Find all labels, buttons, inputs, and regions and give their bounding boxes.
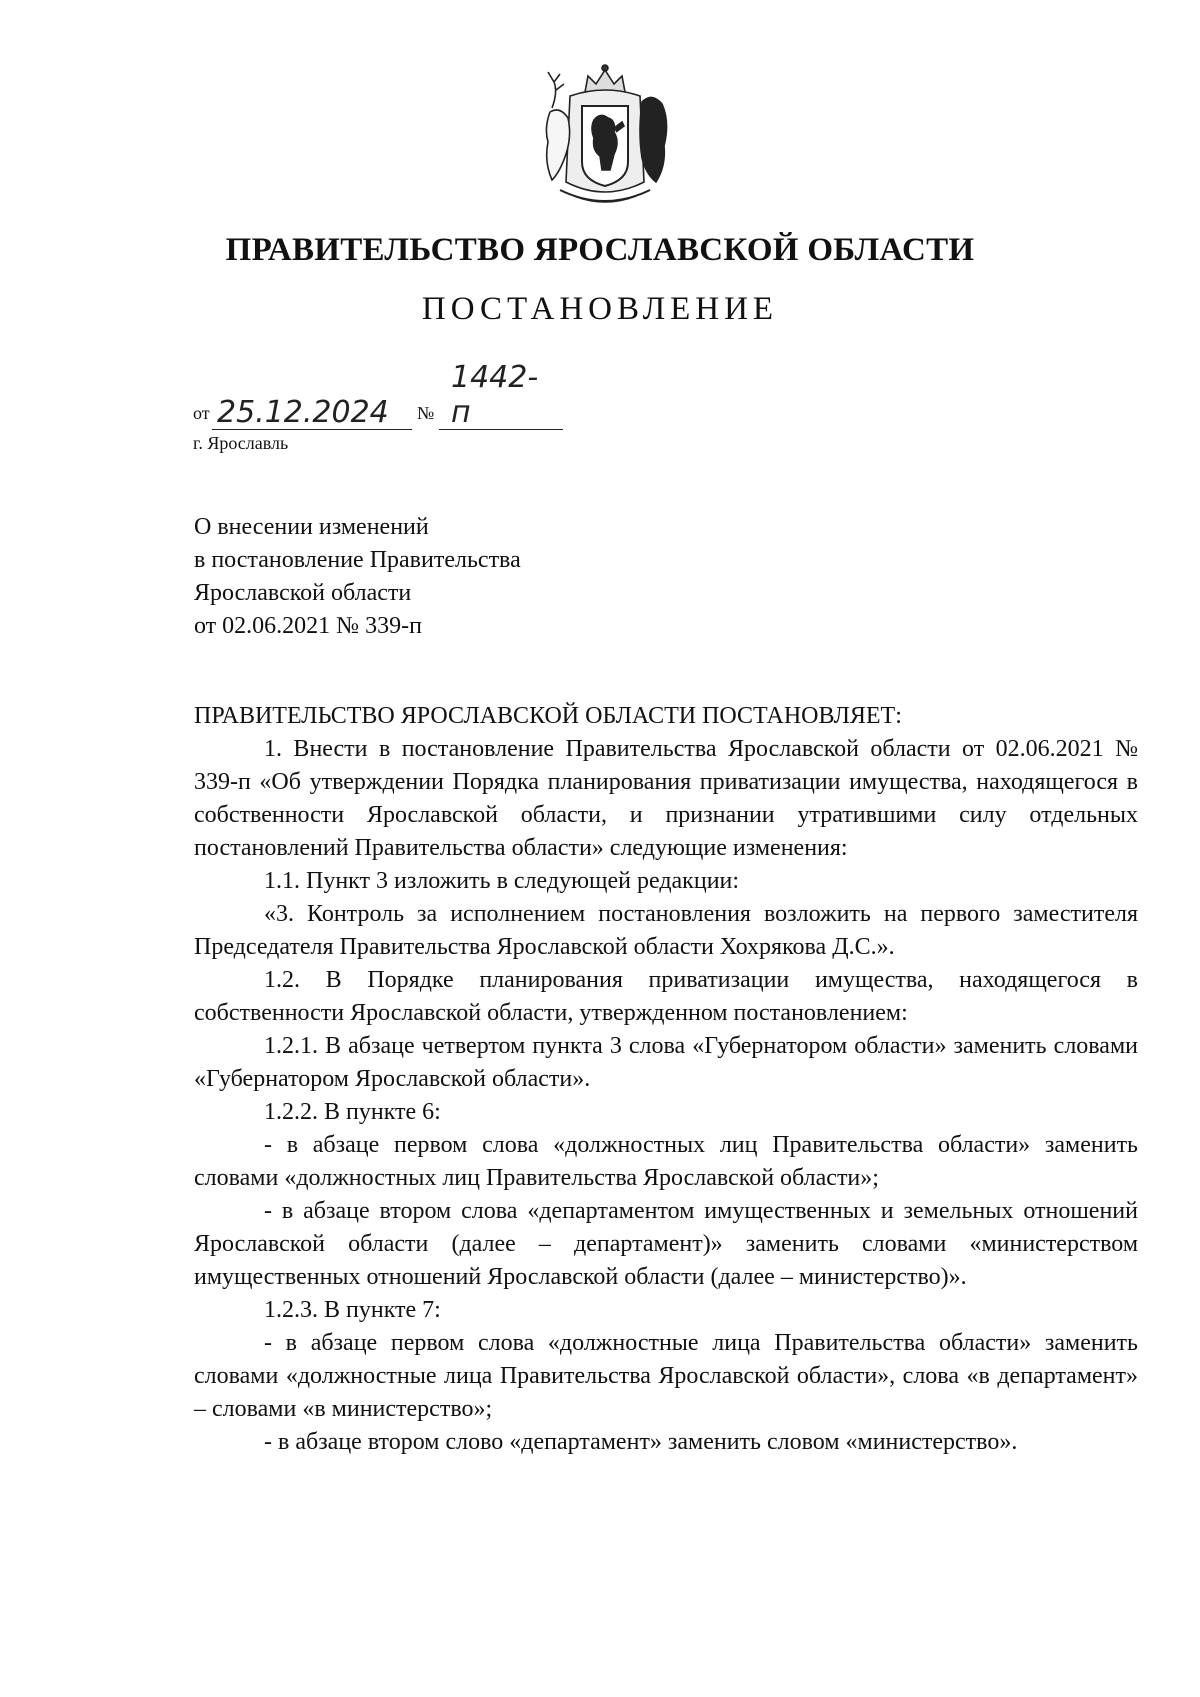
paragraph-1-2-1: 1.2.1. В абзаце четвертом пункта 3 слова «Губернатором области» заменить словами «Губернатором Ярославской области». [194,1033,1138,1092]
paragraph-1-1: 1.1. Пункт 3 изложить в следующей редакции: [264,868,740,894]
paragraph-1-2-2: 1.2.2. В пункте 6: [264,1099,441,1125]
paragraph-quote-3: «3. Контроль за исполнением постановления возложить на первого заместителя Председателя Правительства Ярославской области Хохрякова Д.С.». [194,901,1138,960]
paragraph-1-2-3: 1.2.3. В пункте 7: [264,1297,441,1323]
date-label: от [193,403,210,423]
paragraph-1-2-2-a: - в абзаце первом слова «должностных лиц Правительства области» заменить словами «должностных лиц Правительства Ярославской области»; [194,1132,1138,1191]
subject-line: Ярославской области [194,580,412,606]
paragraph-1-2-3-b: - в абзаце втором слово «департамент» заменить словом «министерство». [264,1429,1018,1455]
paragraph-1-2-2-b: - в абзаце втором слова «департаментом имущественных и земельных отношений Ярославской области (далее – департамент)» заменить словами «министерством имущественных отношений Ярославской области (далее – министерство)». [194,1198,1138,1290]
government-title: ПРАВИТЕЛЬСТВО ЯРОСЛАВСКОЙ ОБЛАСТИ [225,232,975,268]
coat-of-arms-emblem [530,62,680,217]
number-value-handwritten: 1442-п [451,360,539,430]
subject-line: О внесении изменений [194,514,429,540]
city: г. Ярославль [193,433,289,453]
paragraph-1-2-3-a: - в абзаце первом слова «должностные лица Правительства области» заменить словами «должностные лица Правительства Ярославской области», слова «в департамент» – словами «в министерство»; [194,1330,1138,1422]
number-label: № [417,403,435,423]
preamble: ПРАВИТЕЛЬСТВО ЯРОСЛАВСКОЙ ОБЛАСТИ ПОСТАНОВЛЯЕТ: [194,703,902,729]
subject-line: в постановление Правительства [194,547,521,573]
document-type-title: ПОСТАНОВЛЕНИЕ [421,291,779,327]
document-body [194,700,1138,1459]
subject-line: от 02.06.2021 № 339-п [194,613,422,639]
paragraph-1: 1. Внести в постановление Правительства Ярославской области от 02.06.2021 № 339-п «Об утверждении Порядка планирования приватизации имущества, находящегося в собственности Ярославской области, и признании утратившими силу отдельных постановлений Правительства области» следующие изменения: [194,736,1138,861]
paragraph-1-2: 1.2. В Порядке планирования приватизации имущества, находящегося в собственности Ярославской области, утвержденном постановлением: [194,967,1138,1026]
document-subject [194,511,521,643]
date-value-handwritten: 25.12.2024 [217,395,389,430]
